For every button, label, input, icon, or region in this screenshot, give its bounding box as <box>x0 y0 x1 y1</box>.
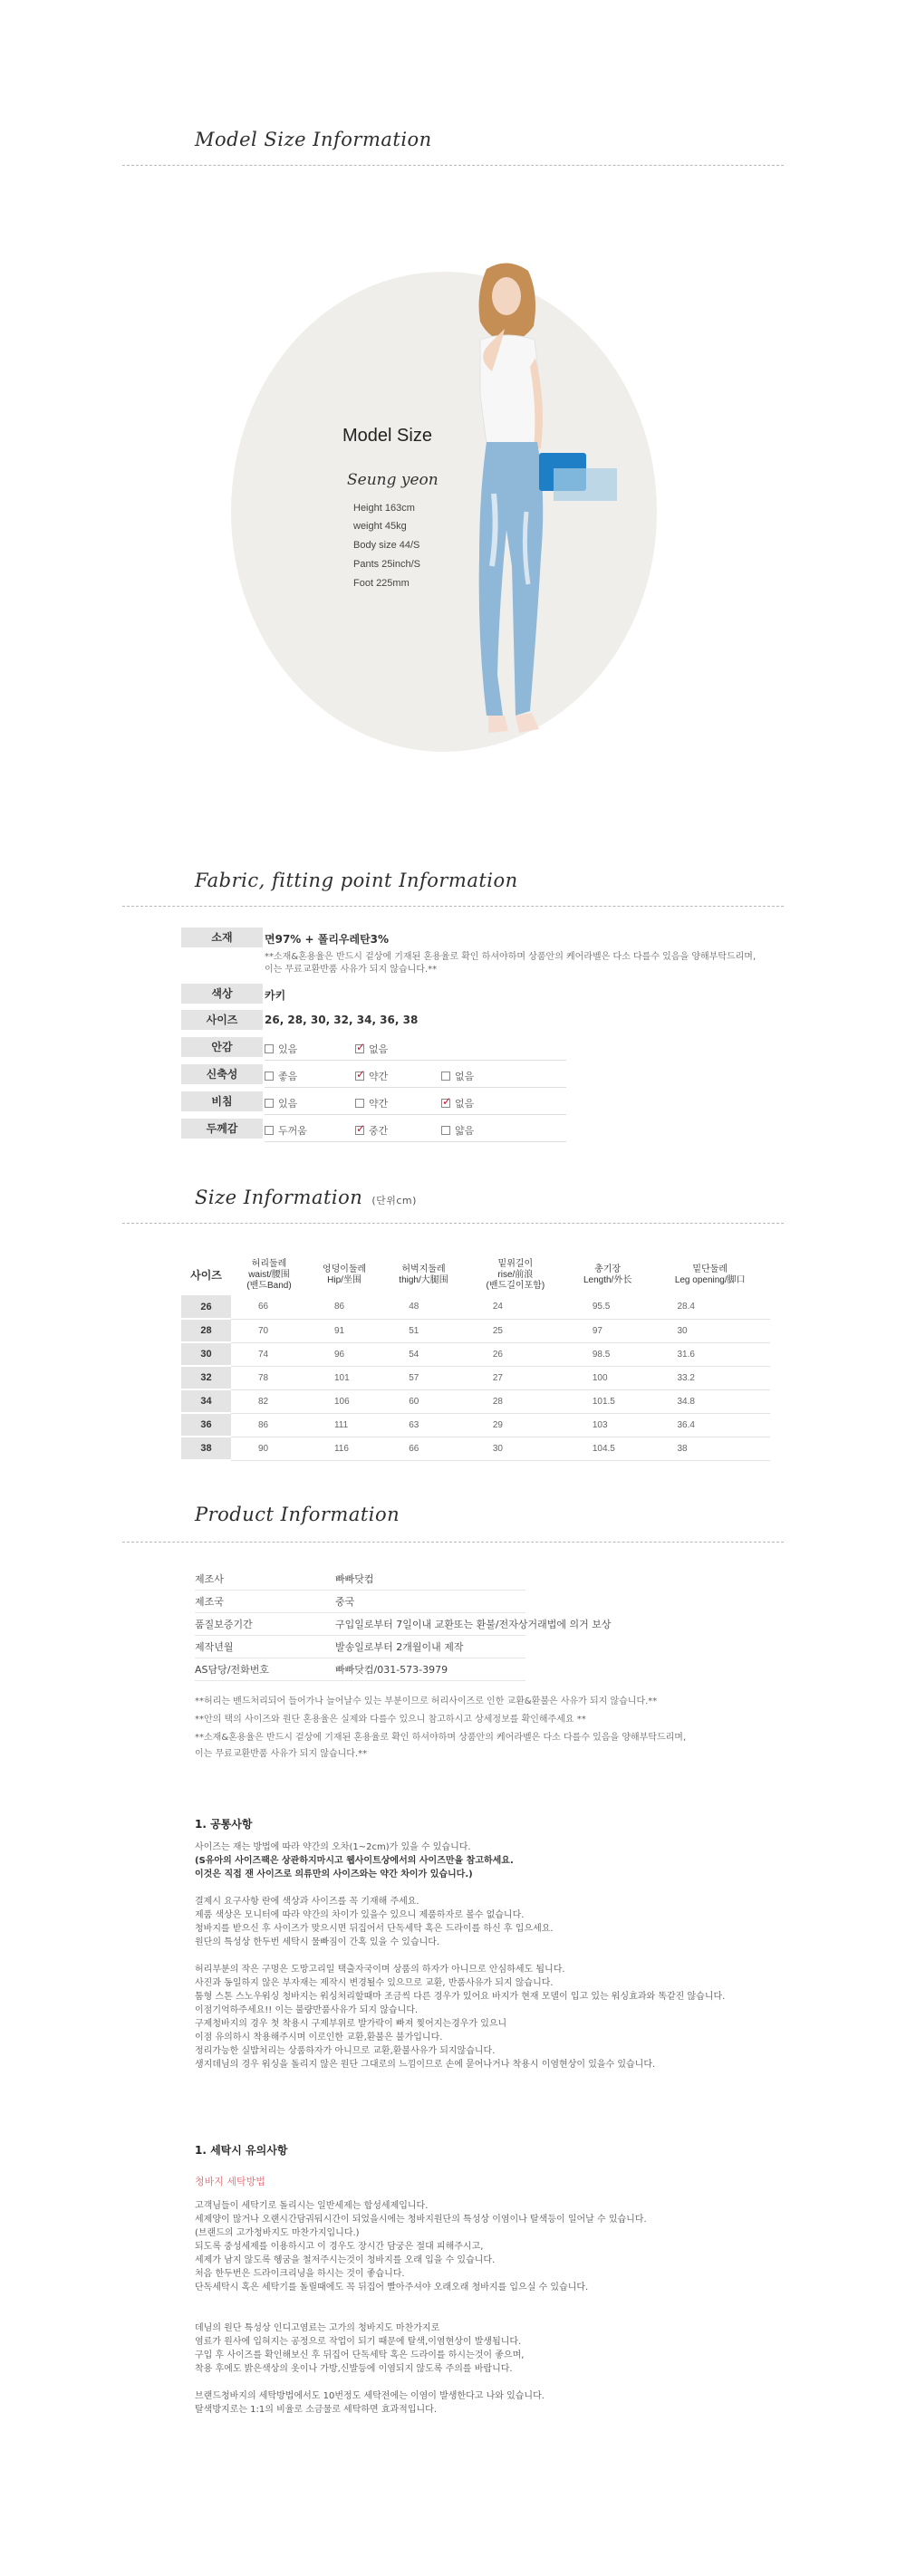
text-line: 사이즈는 재는 방법에 따라 약간의 오차(1~2cm)가 있을 수 있습니다. <box>195 1842 471 1852</box>
cell: 30 <box>466 1437 565 1460</box>
sheer-label: 비침 <box>181 1091 263 1111</box>
cell: 90 <box>231 1437 307 1460</box>
checkbox-checked <box>355 1126 364 1135</box>
cell: 30 <box>650 1319 770 1342</box>
table-row <box>181 1389 770 1413</box>
cell: 101 <box>307 1366 381 1389</box>
checkbox <box>441 1072 450 1081</box>
waist-header: 허리둘레 waist/腰围 (밴드Band) <box>246 1258 292 1291</box>
option: 두꺼움 <box>265 1123 307 1138</box>
model-stat: weight 45kg <box>353 521 407 532</box>
cell: 91 <box>307 1319 381 1342</box>
cell: 104.5 <box>565 1437 651 1460</box>
material-note: 이는 무료교환반품 사유가 되지 않습니다.** <box>265 965 438 975</box>
option: ✓ 중간 <box>355 1123 388 1138</box>
text-line: 염료가 원사에 입혀지는 공정으로 작업이 되기 때문에 탈색,이염현상이 발생됩니다. <box>195 2337 522 2347</box>
row-line <box>265 1087 566 1088</box>
model-stat: Foot 225mm <box>353 578 410 589</box>
material-note: **소재&혼용율은 반드시 겉상에 기재된 혼용율로 확인 하셔야하며 상품안의 케어라벨은 다소 다를수 있음을 양해부탁드리며, <box>265 952 757 962</box>
row-line <box>195 1612 525 1613</box>
cell: 33.2 <box>650 1366 770 1389</box>
cell: 111 <box>307 1413 381 1437</box>
leg-opening-header: 밑단둘레 Leg opening/脚口 <box>674 1264 746 1285</box>
cell: 66 <box>381 1437 466 1460</box>
divider <box>122 165 784 166</box>
model-stat: Height 163cm <box>353 503 415 514</box>
size-cell: 32 <box>181 1366 231 1389</box>
cell: 27 <box>466 1366 565 1389</box>
option: 있음 <box>265 1042 297 1056</box>
warranty-label: 품질보증기간 <box>195 1619 253 1630</box>
country-value: 중국 <box>335 1596 355 1608</box>
option: 있음 <box>265 1096 297 1110</box>
cell: 116 <box>307 1437 381 1460</box>
size-cell: 26 <box>181 1295 231 1319</box>
size-unit: (단위cm) <box>371 1195 417 1206</box>
cell: 106 <box>307 1389 381 1413</box>
option: ✓ 없음 <box>355 1042 388 1056</box>
table-row <box>181 1366 770 1389</box>
text-line: 단독세탁시 혹은 세탁기를 돌릴때에도 꼭 뒤집어 빨아주셔야 오래오래 청바지를 입으실 수 있습니다. <box>195 2283 589 2292</box>
cell: 48 <box>381 1295 466 1319</box>
thigh-header: 허벅지둘레 thigh/大腿围 <box>399 1264 448 1285</box>
maker-value: 빠빠닷컴 <box>335 1573 374 1585</box>
as-contact-label: AS담당/전화번호 <box>195 1664 269 1676</box>
option: 좋음 <box>265 1069 297 1083</box>
cell: 70 <box>231 1319 307 1342</box>
text-line: 데님의 원단 특성상 인디고염료는 고가의 청바지도 마찬가지로 <box>195 2323 440 2333</box>
material-label: 소재 <box>181 928 263 947</box>
color-label: 색상 <box>181 984 263 1004</box>
cell: 78 <box>231 1366 307 1389</box>
divider <box>122 1223 784 1224</box>
country-label: 제조국 <box>195 1596 224 1608</box>
cell: 34.8 <box>650 1389 770 1413</box>
common-title: 1. 공통사항 <box>195 1818 253 1831</box>
material-value: 면97% + 폴리우레탄3% <box>265 933 390 946</box>
cell: 97 <box>565 1319 651 1342</box>
cell: 95.5 <box>565 1295 651 1319</box>
text-line: 제품 색상은 모니터에 따라 약간의 차이가 있을수 있으니 제품하자로 볼수 없습니다. <box>195 1910 525 1920</box>
size-cell: 30 <box>181 1342 231 1366</box>
text-line: 청바지를 받으신 후 사이즈가 맞으시면 뒤집어서 단독세탁 혹은 드라이를 하신 후 입으세요. <box>195 1924 554 1934</box>
cell: 86 <box>307 1295 381 1319</box>
product-note: **안의 택의 사이즈와 원단 혼용율은 실제와 다를수 있으니 참고하시고 상세정보를 확인해주세요 ** <box>195 1715 586 1725</box>
size-table <box>181 1254 770 1461</box>
text-line: 착용 후에도 밝은색상의 옷이나 가방,신발등에 이염되지 않도록 주의를 바랍니다. <box>195 2364 513 2374</box>
checkbox-checked <box>355 1044 364 1053</box>
text-line: 허리부분의 작은 구멍은 도망고리일 택출자국이며 상품의 하자가 아니므로 안심하세도 됩니다. <box>195 1965 565 1975</box>
warranty-value: 구입일로부터 7일이내 교환또는 환불/전자상거래법에 의거 보상 <box>335 1619 612 1630</box>
cell: 25 <box>466 1319 565 1342</box>
cell: 24 <box>466 1295 565 1319</box>
product-note: 이는 무료교환반품 사유가 되지 않습니다.** <box>195 1749 368 1759</box>
cell: 31.6 <box>650 1342 770 1366</box>
row-line <box>265 1114 566 1115</box>
manufacture-date-value: 발송일로부터 2개월이내 제작 <box>335 1641 464 1653</box>
cell: 82 <box>231 1389 307 1413</box>
option: 약간 <box>355 1096 388 1110</box>
text-line: 툼형 스톤 스노우워싱 청바지는 워싱처리할때마 조금씩 다른 경우가 있어요 바지가 현재 모델이 입고 있는 워싱효과와 똑같진 않습니다. <box>195 1992 726 2002</box>
color-value: 카키 <box>265 989 286 1002</box>
text-line: 이것은 직접 잰 사이즈로 의류만의 사이즈와는 약간 차이가 있습니다.) <box>195 1870 473 1879</box>
option: ✓ 없음 <box>441 1096 474 1110</box>
stretch-label: 신축성 <box>181 1064 263 1084</box>
text-line: 구제청바지의 경우 첫 착용시 구제부위로 발가락이 빠져 찢어지는경우가 있으니 <box>195 2019 507 2029</box>
hip-header: 엉덩이둘레 Hip/坐围 <box>322 1264 367 1285</box>
text-line: 되도록 중성세제를 이용하시고 이 경우도 장시간 담궁은 절대 피해주시고, <box>195 2242 484 2252</box>
row-line <box>265 1141 566 1142</box>
text-line: 처음 한두번은 드라이크리닝을 하시는 것이 좋습니다. <box>195 2269 405 2279</box>
row-line <box>195 1635 525 1636</box>
text-line: 이점기억하주세요!! 이는 불량반품사유가 되지 않습니다. <box>195 2005 419 2015</box>
table-row <box>181 1342 770 1366</box>
product-section-title: Product Information <box>195 1504 400 1525</box>
model-section-title: Model Size Information <box>195 129 432 150</box>
size-cell: 34 <box>181 1389 231 1413</box>
text-line: (브랜드의 고가청바지도 마찬가지입니다.) <box>195 2228 360 2238</box>
cell: 103 <box>565 1413 651 1437</box>
text-line: 결제시 요구사항 란에 색상과 사이즈를 꼭 기재해 주세요. <box>195 1897 419 1907</box>
product-note: **소재&혼용율은 반드시 겉상에 기재된 혼용율로 확인 하셔야하며 상품안의 케어라벨은 다소 다를수 있음을 양해부탁드리며, <box>195 1733 687 1743</box>
wash-title: 1. 세탁시 유의사항 <box>195 2144 288 2157</box>
checkbox-checked <box>441 1099 450 1108</box>
cell: 26 <box>466 1342 565 1366</box>
row-line <box>265 1060 566 1061</box>
divider <box>122 906 784 907</box>
model-stat: Body size 44/S <box>353 540 420 551</box>
wash-subtitle: 청바지 세탁방법 <box>195 2176 265 2187</box>
thickness-label: 두께감 <box>181 1119 263 1139</box>
size-header: 사이즈 <box>190 1268 222 1282</box>
fabric-section-title: Fabric, fitting point Information <box>195 870 518 891</box>
wash-text <box>195 2199 829 2417</box>
cell: 28.4 <box>650 1295 770 1319</box>
product-note: **허리는 밴드처리되어 들어가나 늘어날수 있는 부분이므로 허리사이즈로 인한 교환&환불은 사유가 되지 않습니다.** <box>195 1697 658 1706</box>
text-line: 브랜드청바지의 세탁방법에서도 10번정도 세탁전에는 이염이 발생한다고 나와 있습니다. <box>195 2391 545 2401</box>
cell: 38 <box>650 1437 770 1460</box>
model-stat: Pants 25inch/S <box>353 559 420 570</box>
checkbox <box>355 1099 364 1108</box>
text-line: 세제가 남지 않도록 헹굼을 철저주시는것이 청바지를 오래 입을 수 있습니다. <box>195 2255 496 2265</box>
maker-label: 제조사 <box>195 1573 224 1585</box>
option: 얇음 <box>441 1123 474 1138</box>
checkbox <box>265 1044 274 1053</box>
text-line: 사진과 동일하지 않은 부자재는 제작시 변경될수 있으므로 교환, 반품사유가 되지 않습니다. <box>195 1978 554 1988</box>
cell: 98.5 <box>565 1342 651 1366</box>
cell: 29 <box>466 1413 565 1437</box>
checkbox <box>265 1099 274 1108</box>
cell: 96 <box>307 1342 381 1366</box>
cell: 28 <box>466 1389 565 1413</box>
row-line <box>195 1680 525 1681</box>
cell: 51 <box>381 1319 466 1342</box>
text-line: 생지데님의 경우 워싱을 돌리지 않은 원단 그대로의 느낌이므로 손에 묻어나거나 착용시 이염현상이 있을수 있습니다. <box>195 2060 656 2070</box>
cell: 63 <box>381 1413 466 1437</box>
cell: 66 <box>231 1295 307 1319</box>
model-photo <box>439 258 648 752</box>
option: ✓ 약간 <box>355 1069 388 1083</box>
text-line: 원단의 특성상 한두번 세탁시 물빠짐이 간혹 있을 수 있습니다. <box>195 1937 440 1947</box>
row-line <box>195 1590 525 1591</box>
text-line: 고객님들이 세탁기로 돌리시는 일반세제는 합성세제입니다. <box>195 2201 429 2211</box>
size-cell: 36 <box>181 1413 231 1437</box>
size-value: 26, 28, 30, 32, 34, 36, 38 <box>265 1014 419 1026</box>
table-row <box>181 1437 770 1460</box>
text-line: (S유아의 사이즈팩은 상관하지마시고 웹사이트상에서의 사이즈만을 참고하세요. <box>195 1856 514 1866</box>
cell: 57 <box>381 1366 466 1389</box>
cell: 36.4 <box>650 1413 770 1437</box>
lining-label: 안감 <box>181 1037 263 1057</box>
cell: 86 <box>231 1413 307 1437</box>
table-row <box>181 1295 770 1319</box>
text-line: 정리가능한 실밥처리는 상품하자가 아니므로 교환,환불사유가 되지않습니다. <box>195 2046 496 2056</box>
as-contact-value: 빠빠닷컴/031-573-3979 <box>335 1664 448 1676</box>
size-label: 사이즈 <box>181 1010 263 1030</box>
model-name: Seung yeon <box>347 471 439 489</box>
table-row <box>181 1319 770 1342</box>
size-cell: 38 <box>181 1437 231 1460</box>
text-line: 세제양이 많거나 오랜시간담궈둬시간이 되었을시에는 청바지원단의 특성상 이염이나 탈색등이 일어날 수 있습니다. <box>195 2215 647 2225</box>
manufacture-date-label: 제작년월 <box>195 1641 234 1653</box>
option: 없음 <box>441 1069 474 1083</box>
checkbox <box>265 1126 274 1135</box>
cell: 74 <box>231 1342 307 1366</box>
text-line: 탈색방지로는 1:1의 비율로 소금물로 세탁하면 효과적입니다. <box>195 2405 438 2415</box>
checkbox-checked <box>355 1072 364 1081</box>
text-line: 구입 후 사이즈를 확인해보신 후 뒤집어 단독세탁 혹은 드라이를 하시는것이 좋으며, <box>195 2350 525 2360</box>
rise-header: 밑위길이 rise/前浪 (밴드길이포함) <box>486 1258 545 1291</box>
size-section-title: Size Information (단위cm) <box>195 1187 417 1208</box>
divider <box>122 1542 784 1543</box>
cell: 100 <box>565 1366 651 1389</box>
model-size-title: Model Size <box>342 426 432 446</box>
table-row <box>181 1413 770 1437</box>
cell: 60 <box>381 1389 466 1413</box>
size-cell: 28 <box>181 1319 231 1342</box>
cell: 101.5 <box>565 1389 651 1413</box>
cell: 54 <box>381 1342 466 1366</box>
checkbox <box>441 1126 450 1135</box>
text-line: 이점 유의하시 착용해주시며 이로인한 교환,환불은 불가입니다. <box>195 2033 443 2043</box>
length-header: 총기장 Length/外长 <box>583 1264 632 1285</box>
common-text <box>195 1841 829 2071</box>
checkbox <box>265 1072 274 1081</box>
